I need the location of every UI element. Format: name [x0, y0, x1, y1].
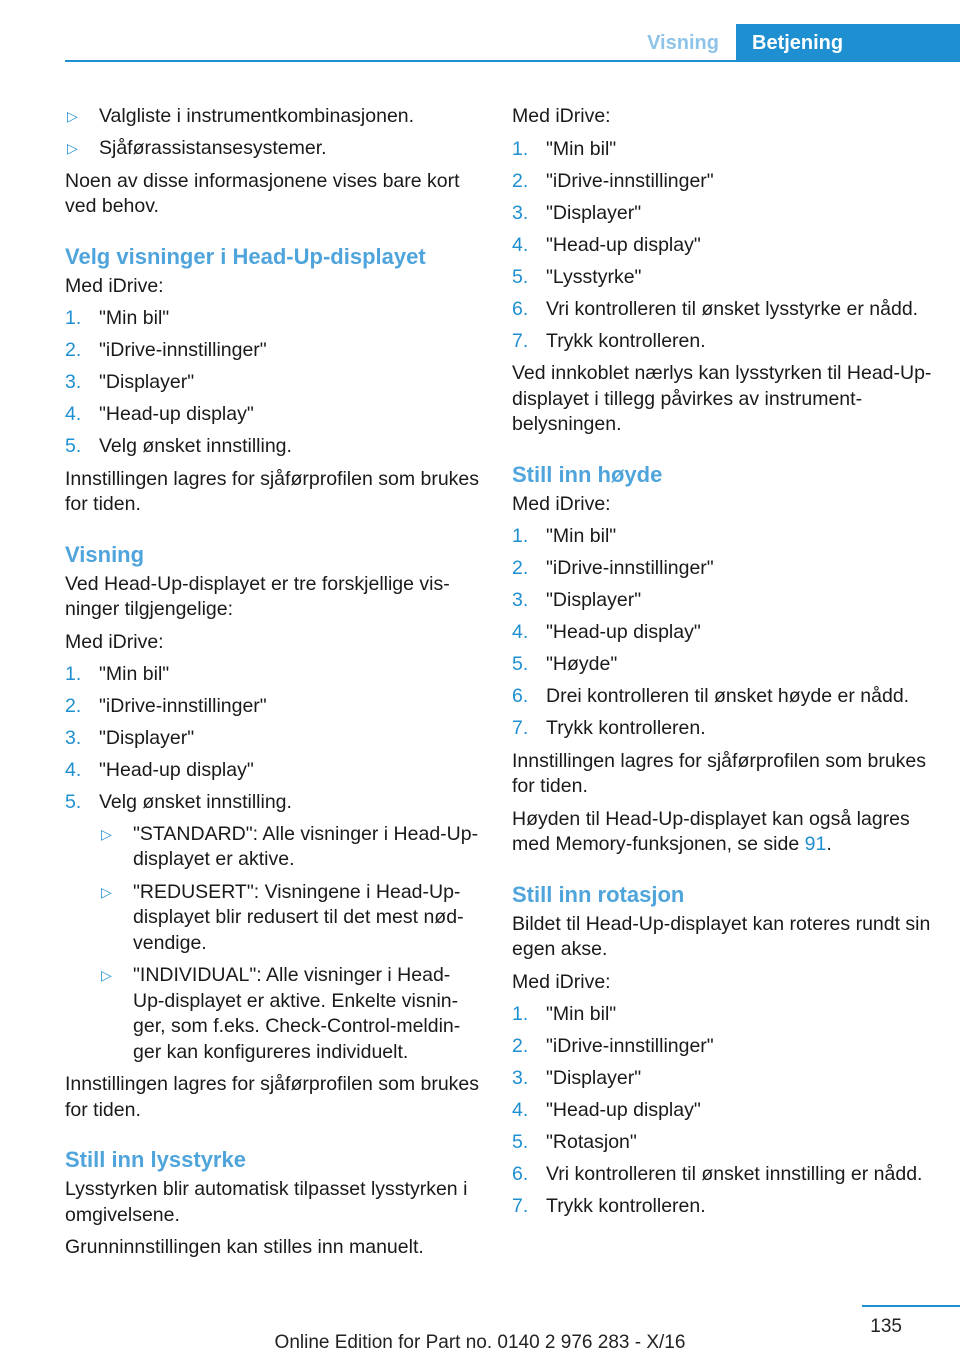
list-item-text: "REDUSERT": Visningene i Head-Up-displayet blir redusert til det mest nødvendige.	[133, 880, 464, 954]
list-number: 7.	[512, 717, 529, 739]
paragraph: Bildet til Head-Up-displayet kan roteres rundt sin egen akse.	[512, 912, 931, 960]
list-item-text: "Min bil"	[546, 137, 617, 160]
list-number: 5.	[512, 653, 529, 675]
list-item	[512, 652, 937, 678]
list-item	[512, 684, 937, 710]
bullet-list-top	[65, 104, 480, 162]
list-item-text: "Head-up display"	[99, 759, 254, 781]
list-item	[65, 758, 480, 784]
list-item-text: "Min bil"	[546, 1003, 617, 1025]
list-item	[512, 556, 937, 582]
list-number: 1.	[512, 525, 529, 547]
list-item	[65, 434, 480, 460]
paragraph: Grunninnstillingen kan stilles inn manuelt.	[65, 1236, 424, 1258]
list-item-text: Vri kontrolleren til ønsket lysstyrke er nådd.	[546, 297, 919, 320]
list-item-text: Drei kontrolleren til ønsket høyde er nådd.	[546, 685, 910, 707]
numbered-list	[512, 1002, 937, 1220]
triangle-bullet-icon: ▷	[101, 825, 112, 842]
section-heading: Still inn lysstyrke	[65, 1147, 246, 1172]
section-heading: Visning	[65, 541, 145, 567]
sub-bullet-list	[99, 822, 480, 1066]
list-item	[512, 620, 937, 646]
list-item	[65, 694, 480, 720]
list-item-text: Sjåførassistansesystemer.	[99, 137, 327, 159]
paragraph: Med iDrive:	[512, 492, 611, 515]
list-item-text: "Displayer"	[546, 201, 642, 224]
list-item-text: "iDrive-innstillinger"	[99, 339, 267, 361]
list-item	[65, 338, 480, 364]
list-item-text: "Min bil"	[99, 663, 170, 685]
paragraph: Lysstyrken blir automatisk tilpasset lysstyrken i omgivelsene.	[65, 1178, 468, 1226]
list-item	[512, 233, 937, 259]
list-item-text: "Displayer"	[546, 1067, 642, 1089]
list-number: 1.	[512, 1003, 529, 1025]
list-number: 3.	[65, 371, 82, 393]
page-number: 135	[870, 1316, 902, 1337]
paragraph: Innstillingen lagres for sjåførprofilen som brukes for tiden.	[512, 749, 927, 797]
page-reference-link[interactable]: 91	[804, 833, 827, 855]
list-number: 6.	[512, 297, 529, 320]
list-item	[65, 726, 480, 752]
paragraph: Med iDrive:	[65, 274, 164, 297]
sub-list-item	[99, 822, 480, 873]
list-item	[512, 1194, 937, 1220]
list-item-text: "iDrive-innstillinger"	[546, 1035, 714, 1057]
section-heading: Still inn høyde	[512, 461, 663, 487]
list-item-text: Trykk kontrolleren.	[546, 1195, 706, 1217]
paragraph: Innstillingen lagres for sjåførprofilen som brukes for tiden.	[65, 1073, 480, 1121]
list-number: 2.	[512, 557, 529, 579]
list-item	[65, 306, 480, 332]
list-item	[512, 201, 937, 227]
list-item-text: Trykk kontrolleren.	[546, 717, 706, 739]
list-item-text: Trykk kontrolleren.	[546, 329, 706, 352]
list-number: 2.	[65, 695, 82, 717]
list-item	[512, 1066, 937, 1092]
list-number: 3.	[65, 727, 82, 749]
list-number: 7.	[512, 1195, 529, 1217]
paragraph: Innstillingen lagres for sjåførprofilen som brukes for tiden.	[65, 467, 480, 515]
list-number: 6.	[512, 685, 529, 707]
list-number: 1.	[65, 307, 82, 329]
list-number: 4.	[512, 621, 529, 643]
list-item-text: "Rotasjon"	[546, 1131, 637, 1153]
paragraph: Med iDrive:	[512, 970, 611, 993]
list-number: 4.	[512, 233, 529, 256]
header-tab-betjening: Betjening	[736, 24, 960, 62]
list-item	[65, 370, 480, 396]
list-item-text: "iDrive-innstillinger"	[546, 557, 714, 579]
list-item	[512, 329, 937, 355]
list-item-text: "Displayer"	[99, 371, 195, 393]
list-item	[512, 265, 937, 291]
paragraph-end: .	[826, 833, 832, 855]
footer-edition-text: Online Edition for Part no. 0140 2 976 283 - X/16	[274, 1332, 686, 1353]
paragraph: Med iDrive:	[65, 630, 164, 653]
list-number: 1.	[512, 137, 529, 160]
list-item-text: Valgliste i instrumentkombinasjonen.	[99, 105, 415, 127]
list-item	[65, 402, 480, 428]
list-number: 2.	[512, 1035, 529, 1057]
list-item-text: "STANDARD": Alle visninger i Head-Up-displayet er aktive.	[133, 822, 479, 870]
list-item	[512, 588, 937, 614]
numbered-list	[65, 306, 480, 460]
right-column	[512, 100, 937, 1227]
section-heading: Velg visninger i Head-Up-displayet	[65, 243, 426, 269]
list-number: 4.	[512, 1099, 529, 1121]
list-item	[512, 1130, 937, 1156]
list-item	[65, 790, 480, 1065]
list-item	[512, 716, 937, 742]
list-number: 5.	[512, 1131, 529, 1153]
list-item	[65, 662, 480, 688]
paragraph	[512, 807, 937, 858]
list-item	[65, 136, 480, 162]
list-item	[512, 1034, 937, 1060]
triangle-bullet-icon: ▷	[101, 967, 112, 983]
paragraph: Ved innkoblet nærlys kan lysstyrken til Head-Up-displayet i tillegg påvirkes av instrumentbelysningen.	[512, 362, 932, 435]
triangle-bullet-icon: ▷	[101, 883, 112, 900]
list-item	[512, 1162, 937, 1188]
list-item	[512, 524, 937, 550]
list-number: 3.	[512, 201, 529, 224]
list-item-text: Velg ønsket innstilling.	[99, 791, 292, 813]
header-tab-visning: Visning	[647, 32, 719, 54]
list-item-text: "Head-up display"	[546, 621, 701, 643]
list-item-text: "Displayer"	[546, 589, 642, 611]
list-number: 7.	[512, 329, 529, 352]
list-number: 4.	[65, 403, 82, 425]
list-item	[512, 137, 937, 163]
paragraph: Ved Head-Up-displayet er tre forskjellige visninger tilgjengelige:	[65, 572, 450, 620]
list-item	[512, 1002, 937, 1028]
list-number: 4.	[65, 759, 82, 781]
list-item-text: Velg ønsket innstilling.	[99, 435, 292, 457]
list-number: 6.	[512, 1163, 529, 1185]
list-number: 5.	[512, 265, 529, 288]
list-item-text: "Min bil"	[99, 307, 170, 329]
list-item-text: "Lysstyrke"	[546, 265, 642, 288]
left-column	[65, 100, 480, 1268]
list-item	[65, 104, 480, 130]
list-number: 2.	[512, 169, 529, 192]
section-heading: Still inn rotasjon	[512, 881, 685, 907]
paragraph-text: Høyden til Head-Up-displayet kan også lagres med Memory-funksjonen, se side	[512, 807, 910, 855]
sub-list-item	[99, 880, 480, 957]
list-item-text: Vri kontrolleren til ønsket innstilling er nådd.	[546, 1163, 923, 1185]
numbered-list	[512, 137, 937, 355]
numbered-list	[512, 524, 937, 742]
list-item-text: "INDIVIDUAL": Alle visninger i Head-Up-displayet er aktive. Enkelte visninger, som f.eks. Check-Control-meldinger kan konfigureres individuelt.	[133, 964, 461, 1063]
triangle-bullet-icon: ▷	[67, 140, 78, 156]
numbered-list	[65, 662, 480, 1065]
list-number: 3.	[512, 1067, 529, 1089]
list-item	[512, 169, 937, 195]
list-number: 2.	[65, 339, 82, 361]
header-divider	[65, 60, 960, 62]
paragraph: Noen av disse informasjonene vises bare kort ved behov.	[65, 169, 460, 217]
list-item	[512, 1098, 937, 1124]
list-number: 5.	[65, 791, 82, 813]
list-item-text: "Høyde"	[546, 653, 618, 675]
list-item-text: "Displayer"	[99, 727, 195, 749]
list-item-text: "Head-up display"	[546, 1099, 701, 1121]
list-number: 5.	[65, 435, 82, 457]
list-item-text: "Head-up display"	[546, 233, 701, 256]
footer-divider	[862, 1305, 960, 1307]
list-number: 3.	[512, 589, 529, 611]
list-item-text: "Min bil"	[546, 525, 617, 547]
triangle-bullet-icon: ▷	[67, 108, 78, 124]
list-number: 1.	[65, 663, 82, 685]
list-item-text: "iDrive-innstillinger"	[99, 695, 267, 717]
sub-list-item	[99, 963, 480, 1065]
list-item	[512, 297, 937, 323]
list-item-text: "iDrive-innstillinger"	[546, 169, 714, 192]
paragraph: Med iDrive:	[512, 105, 611, 127]
list-item-text: "Head-up display"	[99, 403, 254, 425]
